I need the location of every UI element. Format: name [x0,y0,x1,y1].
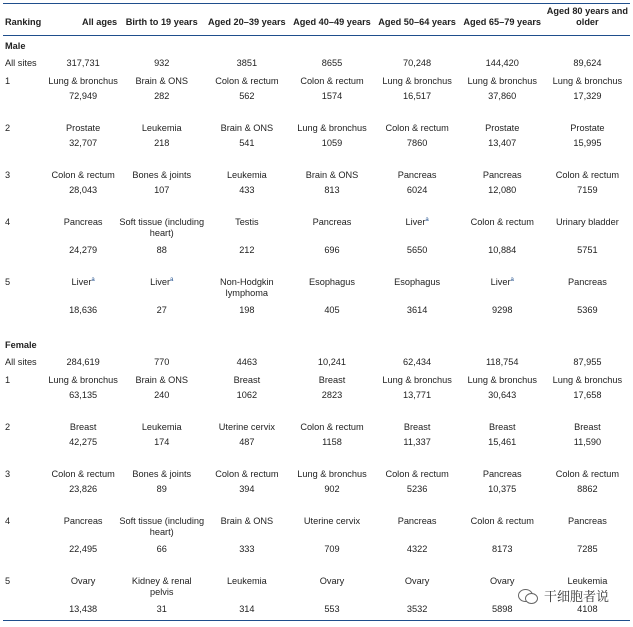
table-cell: 770 [154,356,170,367]
death-count-cell: 6024 [406,185,428,195]
cancer-site-cell [119,74,204,89]
cancer-site-name: Lung & bronchus [48,375,118,385]
death-count-cell: 7285 [577,544,598,554]
cancer-site-name: Colon & rectum [215,469,279,479]
rank-spacer [3,602,47,621]
cancer-site-cell [47,121,119,136]
rank-number: 5 [5,277,11,287]
footnote-marker: a [91,277,95,283]
all-sites-label: All sites [5,57,37,68]
death-count-cell: 31 [119,602,204,621]
death-count-cell: 17,329 [573,91,602,101]
cancer-site-cell [289,275,374,303]
death-count-cell: 18,636 [69,305,98,315]
cancer-site-cell [460,121,545,136]
rank-count-row [3,542,630,574]
cancer-site-cell [204,215,289,243]
death-count-cell: 5369 [577,305,598,315]
death-count-cell: 12,080 [488,185,517,195]
cancer-site-name: Brain & ONS [135,76,189,86]
rank-site-row [3,373,630,388]
death-count-cell: 8862 [577,484,598,494]
cancer-site-cell [119,121,204,136]
section-label: Female [5,340,37,350]
rank-spacer [3,136,47,168]
section-label: Male [5,41,26,51]
cancer-site-cell [47,215,119,243]
cancer-site-cell [289,467,374,482]
rank-count-row [3,303,630,335]
cancer-site-name: Colon & rectum [300,76,364,86]
death-count-cell: 394 [239,484,255,494]
table-cell: 118,754 [485,356,519,367]
cancer-site-name: Lung & bronchus [467,76,537,86]
table-cell: 10,241 [317,356,347,367]
header-ranking: Ranking [3,4,47,36]
cancer-site-cell [545,74,630,89]
death-count-cell: 63,135 [69,390,98,400]
cancer-site-name: Pancreas [567,516,607,526]
death-count-cell: 13,771 [403,390,432,400]
death-count-cell: 23,826 [69,484,98,494]
death-count-cell: 5751 [577,245,598,255]
footnote-marker: a [510,277,514,283]
death-count-cell: 22,495 [69,544,98,554]
rank-number: 1 [5,76,11,86]
death-count-cell: 218 [154,138,170,148]
cancer-site-cell [460,514,545,542]
cancer-site-name: Colon & rectum [385,469,449,479]
cancer-site-name: Pancreas [567,277,607,287]
wechat-icon [518,587,538,605]
cancer-site-name: Lung & bronchus [552,375,623,385]
cancer-site-cell [545,168,630,183]
death-count-cell: 88 [156,245,167,255]
cancer-site-name: Bones & joints [132,170,192,180]
death-count-cell: 66 [156,544,167,554]
cancer-site-cell [545,275,630,303]
cancer-site-name: Prostate [485,123,520,133]
rank-number: 3 [5,469,11,479]
death-count-cell: 9298 [492,305,513,315]
cancer-site-cell [47,373,119,388]
cancer-site-cell [204,467,289,482]
cancer-site-cell [204,420,289,435]
cancer-site-cell [119,420,204,435]
cancer-site-name: Pancreas [482,469,522,479]
cancer-site-cell [289,121,374,136]
cancer-site-cell [460,420,545,435]
cancer-site-cell [47,574,119,602]
cancer-site-cell [47,420,119,435]
cancer-site-cell [204,373,289,388]
header-birth-to-19: Birth to 19 years [119,4,204,36]
death-count-cell: 902 [324,484,340,494]
cancer-site-cell [289,168,374,183]
death-count-cell: 198 [239,305,255,315]
cancer-site-cell [119,275,204,303]
rank-number: 5 [5,576,11,586]
death-count-cell: 1158 [322,437,342,447]
cancer-site-name: Liver [405,217,426,227]
cancer-site-cell [375,574,460,602]
cancer-site-name: Uterine cervix [303,516,361,526]
rank-number: 2 [5,123,11,133]
rank-count-row [3,89,630,121]
cancer-site-name: Liver [150,277,171,287]
cancer-site-name: Pancreas [397,170,437,180]
death-count-cell: 72,949 [69,91,98,101]
cancer-site-name: Breast [403,422,431,432]
cancer-site-cell [119,215,204,243]
death-count-cell: 562 [239,91,255,101]
cancer-site-cell [545,467,630,482]
cancer-site-name: Breast [318,375,346,385]
cancer-site-name: Leukemia [141,123,182,133]
rank-number: 3 [5,170,11,180]
cancer-site-name: Colon & rectum [470,516,534,526]
cancer-site-name: Breast [233,375,261,385]
cancer-site-cell [289,420,374,435]
cancer-site-cell [375,467,460,482]
footnote-marker: a [170,277,174,283]
cancer-site-cell [460,168,545,183]
cancer-site-name: Colon & rectum [385,123,449,133]
cancer-site-name: Lung & bronchus [552,76,623,86]
cancer-site-cell [119,574,204,602]
cancer-site-cell [545,373,630,388]
death-count-cell: 10,375 [488,484,517,494]
cancer-site-name: Colon & rectum [51,469,115,479]
death-count-cell: 3614 [406,305,428,315]
death-count-cell: 696 [324,245,340,255]
death-count-cell: 10,884 [488,245,517,255]
table-cell: 62,434 [403,356,432,367]
rank-site-row [3,74,630,89]
death-count-cell: 541 [239,138,255,148]
cancer-site-name: Urinary bladder [555,217,619,227]
cancer-site-name: Testis [235,217,259,227]
death-count-cell: 17,658 [573,390,602,400]
death-count-cell: 314 [204,602,289,621]
death-count-cell: 4108 [545,602,630,621]
cancer-site-name: Non-Hodgkin lymphoma [220,277,274,298]
cancer-site-cell [460,467,545,482]
death-count-cell: 813 [324,185,340,195]
death-count-cell: 30,643 [488,390,517,400]
cancer-site-name: Ovary [404,576,430,586]
watermark [518,586,609,605]
rank-count-row [3,388,630,420]
death-count-cell: 11,590 [573,437,602,447]
cancer-site-cell [289,574,374,602]
cancer-site-cell [204,121,289,136]
table-cell: 932 [154,57,170,68]
cancer-site-cell [375,275,460,303]
cancer-site-cell [119,168,204,183]
death-count-cell: 1062 [236,390,258,400]
cancer-site-cell [375,215,460,243]
cancer-site-name: Leukemia [567,576,608,586]
cancer-site-name: Soft tissue (including heart) [119,516,205,537]
death-count-cell: 107 [154,185,170,195]
cancer-site-name: Breast [69,422,97,432]
cancer-site-name: Colon & rectum [470,217,534,227]
footnote-marker: a [425,217,429,223]
death-count-cell: 11,337 [403,437,431,447]
header-aged-50-64: Aged 50–64 years [375,4,460,36]
death-count-cell: 89 [156,484,167,494]
death-count-cell: 13,438 [47,602,119,621]
table-body [3,36,630,621]
rank-site-row [3,467,630,482]
cancer-site-name: Pancreas [63,217,103,227]
cancer-site-cell [289,74,374,89]
cancer-deaths-table [3,3,630,621]
cancer-site-name: Ovary [489,576,515,586]
cancer-site-cell [545,215,630,243]
header-row [3,4,630,36]
death-count-cell: 433 [239,185,255,195]
header-aged-40-49: Aged 40–49 years [289,4,374,36]
death-count-cell: 282 [154,91,170,101]
cancer-site-cell [545,420,630,435]
death-count-cell: 24,279 [69,245,98,255]
cancer-site-cell [47,467,119,482]
death-count-cell: 32,707 [69,138,98,148]
header-all-ages: All ages [47,4,119,36]
rank-count-row [3,136,630,168]
cancer-site-cell [204,574,289,602]
cancer-site-cell [460,74,545,89]
cancer-site-name: Uterine cervix [218,422,275,432]
header-aged-65-79: Aged 65–79 years [460,4,545,36]
cancer-site-name: Colon & rectum [300,422,364,432]
rank-site-row [3,420,630,435]
cancer-site-name: Soft tissue (including heart) [119,217,205,238]
section-row [3,335,630,351]
cancer-site-name: Brain & ONS [220,516,274,526]
death-count-cell: 2823 [321,390,343,400]
rank-spacer [3,183,47,215]
rank-number: 1 [5,375,11,385]
death-count-cell: 709 [324,544,340,554]
table-header [3,4,630,36]
table-cell: 89,624 [573,57,602,68]
table-cell: 144,420 [485,57,519,68]
death-count-cell: 1574 [321,91,343,101]
death-count-cell: 28,043 [69,185,98,195]
rank-site-row [3,275,630,303]
table-cell: 70,248 [403,57,432,68]
death-count-cell: 5898 [460,602,545,621]
cancer-site-name: Pancreas [312,217,352,227]
death-count-cell: 7860 [406,138,428,148]
rank-count-row [3,243,630,275]
cancer-site-name: Pancreas [397,516,437,526]
cancer-site-cell [119,373,204,388]
death-count-cell: 42,275 [69,437,98,447]
cancer-site-cell [289,215,374,243]
cancer-site-name: Pancreas [482,170,522,180]
death-count-cell: 212 [239,245,255,255]
rank-site-row [3,514,630,542]
cancer-site-name: Esophagus [308,277,355,287]
cancer-site-name: Lung & bronchus [382,76,452,86]
rank-spacer [3,303,47,335]
cancer-site-name: Colon & rectum [555,469,620,479]
rank-site-row [3,121,630,136]
all-sites-label: All sites [5,356,37,367]
cancer-site-cell [204,275,289,303]
death-count-cell: 5236 [406,484,428,494]
rank-number: 4 [5,516,11,526]
table-cell: 284,619 [66,356,100,367]
rank-site-row [3,215,630,243]
cancer-site-cell [204,74,289,89]
death-count-cell: 3532 [375,602,460,621]
cancer-site-cell [545,121,630,136]
rank-spacer [3,435,47,467]
cancer-site-cell [375,514,460,542]
cancer-site-cell [375,121,460,136]
rank-count-row [3,482,630,514]
cancer-site-name: Prostate [66,123,101,133]
death-count-cell: 4322 [406,544,428,554]
cancer-site-name: Lung & bronchus [467,375,537,385]
cancer-site-name: Kidney & renal pelvis [131,576,192,597]
cancer-site-name: Colon & rectum [215,76,279,86]
cancer-site-name: Liver [490,277,511,287]
table-page [3,3,630,621]
cancer-site-name: Colon & rectum [51,170,115,180]
cancer-site-cell [375,168,460,183]
cancer-site-name: Pancreas [63,516,103,526]
death-count-cell: 487 [239,437,255,447]
cancer-site-name: Bones & joints [132,469,192,479]
rank-spacer [3,388,47,420]
cancer-site-cell [47,514,119,542]
rank-spacer [3,482,47,514]
cancer-site-cell [289,514,374,542]
table-cell: 3851 [236,57,258,68]
rank-spacer [3,243,47,275]
cancer-site-name: Ovary [70,576,96,586]
death-count-cell: 333 [239,544,255,554]
cancer-site-cell [289,373,374,388]
cancer-site-name: Ovary [319,576,345,586]
death-count-cell: 1059 [321,138,343,148]
cancer-site-name: Lung & bronchus [297,123,367,133]
cancer-site-cell [204,514,289,542]
death-count-cell: 13,407 [488,138,517,148]
rank-count-row [3,435,630,467]
rank-spacer [3,542,47,574]
header-aged-80-plus: Aged 80 years and older [545,4,630,36]
death-count-cell: 405 [324,305,340,315]
cancer-site-cell [204,168,289,183]
death-count-cell: 15,995 [573,138,602,148]
cancer-site-name: Lung & bronchus [297,469,367,479]
cancer-site-name: Brain & ONS [135,375,189,385]
cancer-site-name: Esophagus [394,277,441,287]
death-count-cell: 16,517 [403,91,432,101]
cancer-site-cell [460,275,545,303]
section-row [3,36,630,53]
cancer-site-name: Lung & bronchus [382,375,452,385]
death-count-cell: 37,860 [488,91,517,101]
cancer-site-name: Breast [574,422,601,432]
table-cell: 87,955 [573,356,602,367]
death-count-cell: 174 [154,437,170,447]
cancer-site-cell [375,74,460,89]
rank-site-row [3,168,630,183]
rank-spacer [3,89,47,121]
cancer-site-name: Brain & ONS [220,123,274,133]
cancer-site-name: Lung & bronchus [48,76,118,86]
death-count-cell: 240 [154,390,170,400]
table-cell: 8655 [321,57,343,68]
cancer-site-cell [375,420,460,435]
death-count-cell: 553 [289,602,374,621]
cancer-site-cell [47,168,119,183]
death-count-cell: 8173 [492,544,513,554]
cancer-site-name: Breast [488,422,516,432]
cancer-site-cell [375,373,460,388]
cancer-site-name: Leukemia [141,422,182,432]
rank-number: 4 [5,217,11,227]
cancer-site-name: Leukemia [226,576,267,586]
death-count-cell: 15,461 [488,437,517,447]
cancer-site-name: Leukemia [226,170,267,180]
table-cell: 4463 [236,356,258,367]
cancer-site-cell [545,514,630,542]
cancer-site-cell [47,275,119,303]
all-sites-row [3,52,630,74]
rank-count-row [3,183,630,215]
header-aged-20-39: Aged 20–39 years [204,4,289,36]
watermark-text: 干细胞者说 [543,590,609,605]
cancer-site-name: Liver [71,277,92,287]
cancer-site-cell [460,373,545,388]
cancer-site-name: Prostate [570,123,605,133]
rank-number: 2 [5,422,11,432]
death-count-cell: 27 [156,305,167,315]
cancer-site-cell [119,514,204,542]
death-count-cell: 5650 [406,245,428,255]
cancer-site-name: Brain & ONS [305,170,359,180]
cancer-site-cell [47,74,119,89]
all-sites-row [3,351,630,373]
death-count-cell: 7159 [577,185,598,195]
cancer-site-cell [119,467,204,482]
cancer-site-name: Colon & rectum [555,170,620,180]
cancer-site-cell [460,215,545,243]
table-cell: 317,731 [66,57,100,68]
